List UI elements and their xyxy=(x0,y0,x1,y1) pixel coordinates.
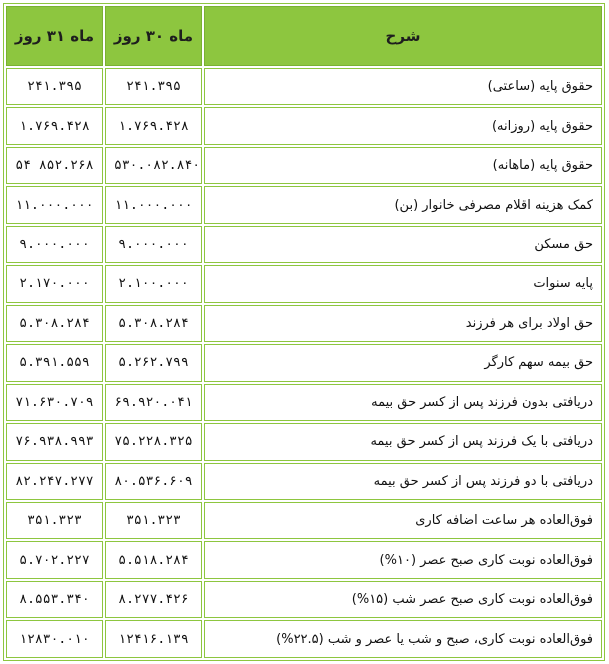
value-month-30-days: ۵۳۰.۰۸۲.۸۴۰ xyxy=(105,147,202,184)
header-description: شرح xyxy=(204,6,602,66)
row-description: کمک هزینه اقلام مصرفی خانوار (بن) xyxy=(204,186,602,223)
table-row xyxy=(6,620,602,658)
row-description: حقوق پایه (ماهانه) xyxy=(204,147,602,184)
table-row xyxy=(6,581,602,618)
value-month-30-days: ۱۲۴۱۶.۱۳۹ xyxy=(105,620,202,658)
header-month-30-days: ماه ۳۰ روز xyxy=(105,6,202,66)
value-month-31-days: ۱۲۸۳۰.۰۱۰ xyxy=(6,620,103,658)
row-description: دریافتی با یک فرزند پس از کسر حق بیمه xyxy=(204,423,602,460)
table-row xyxy=(6,226,602,263)
value-month-31-days: ۵.۳۹۱.۵۵۹ xyxy=(6,344,103,381)
row-description: حق بیمه سهم کارگر xyxy=(204,344,602,381)
value-month-31-days: ۷۱.۶۳۰.۷۰۹ xyxy=(6,384,103,421)
value-month-30-days: ۳۵۱.۳۲۳ xyxy=(105,502,202,539)
row-description: فوق‌العاده نوبت کاری، صبح و شب یا عصر و شب (۲۲.۵%) xyxy=(204,620,602,658)
table-row xyxy=(6,344,602,381)
value-month-31-days: ۸۲.۲۴۷.۲۷۷ xyxy=(6,463,103,500)
value-month-30-days: ۲.۱۰۰.۰۰۰ xyxy=(105,265,202,302)
row-description: حق اولاد برای هر فرزند xyxy=(204,305,602,342)
table-row xyxy=(6,265,602,302)
value-month-31-days: ۵.۳۰۸.۲۸۴ xyxy=(6,305,103,342)
row-description: حق مسکن xyxy=(204,226,602,263)
value-month-30-days: ۲۴۱.۳۹۵ xyxy=(105,68,202,105)
value-month-31-days: ۸.۵۵۳.۳۴۰ xyxy=(6,581,103,618)
value-month-31-days: ۵.۷۰۲.۲۲۷ xyxy=(6,541,103,578)
table-row xyxy=(6,68,602,105)
row-description: فوق‌العاده هر ساعت اضافه کاری xyxy=(204,502,602,539)
value-month-30-days: ۹.۰۰۰.۰۰۰ xyxy=(105,226,202,263)
row-description: فوق‌العاده نوبت کاری صبح عصر شب (۱۵%) xyxy=(204,581,602,618)
value-month-31-days: ۳۵۱.۳۲۳ xyxy=(6,502,103,539)
row-description: فوق‌العاده نوبت کاری صبح عصر (۱۰%) xyxy=(204,541,602,578)
table-row xyxy=(6,305,602,342)
value-month-30-days: ۵.۲۶۲.۷۹۹ xyxy=(105,344,202,381)
value-month-30-days: ۷۵.۲۲۸.۳۲۵ xyxy=(105,423,202,460)
value-month-30-days: ۸.۲۷۷.۴۲۶ xyxy=(105,581,202,618)
table-row xyxy=(6,463,602,500)
row-description: حقوق پایه (ساعتی) xyxy=(204,68,602,105)
table-row xyxy=(6,423,602,460)
row-description: پایه سنوات xyxy=(204,265,602,302)
value-month-30-days: ۶۹.۹۲۰.۰۴۱ xyxy=(105,384,202,421)
header-row xyxy=(6,6,602,66)
table-row xyxy=(6,502,602,539)
value-month-31-days: ۲.۱۷۰.۰۰۰ xyxy=(6,265,103,302)
table-row xyxy=(6,384,602,421)
table-row xyxy=(6,147,602,184)
header-month-31-days: ماه ۳۱ روز xyxy=(6,6,103,66)
value-month-30-days: ۱.۷۶۹.۴۲۸ xyxy=(105,107,202,144)
value-month-31-days: ۷۶.۹۳۸.۹۹۳ xyxy=(6,423,103,460)
value-month-30-days: ۵.۳۰۸.۲۸۴ xyxy=(105,305,202,342)
wage-table xyxy=(3,3,605,661)
value-month-31-days: ۱۱.۰۰۰.۰۰۰ xyxy=(6,186,103,223)
value-month-31-days: ۲۴۱.۳۹۵ xyxy=(6,68,103,105)
value-month-31-days: ۹.۰۰۰.۰۰۰ xyxy=(6,226,103,263)
value-month-30-days: ۸۰.۵۳۶.۶۰۹ xyxy=(105,463,202,500)
row-description: حقوق پایه (روزانه) xyxy=(204,107,602,144)
value-month-30-days: ۱۱.۰۰۰.۰۰۰ xyxy=(105,186,202,223)
value-month-31-days: ۵۴ ۸۵۲.۲۶۸ xyxy=(6,147,103,184)
row-description: دریافتی بدون فرزند پس از کسر حق بیمه xyxy=(204,384,602,421)
table-row xyxy=(6,107,602,144)
table-row xyxy=(6,186,602,223)
value-month-31-days: ۱.۷۶۹.۴۲۸ xyxy=(6,107,103,144)
table-row xyxy=(6,541,602,578)
row-description: دریافتی با دو فرزند پس از کسر حق بیمه xyxy=(204,463,602,500)
value-month-30-days: ۵.۵۱۸.۲۸۴ xyxy=(105,541,202,578)
